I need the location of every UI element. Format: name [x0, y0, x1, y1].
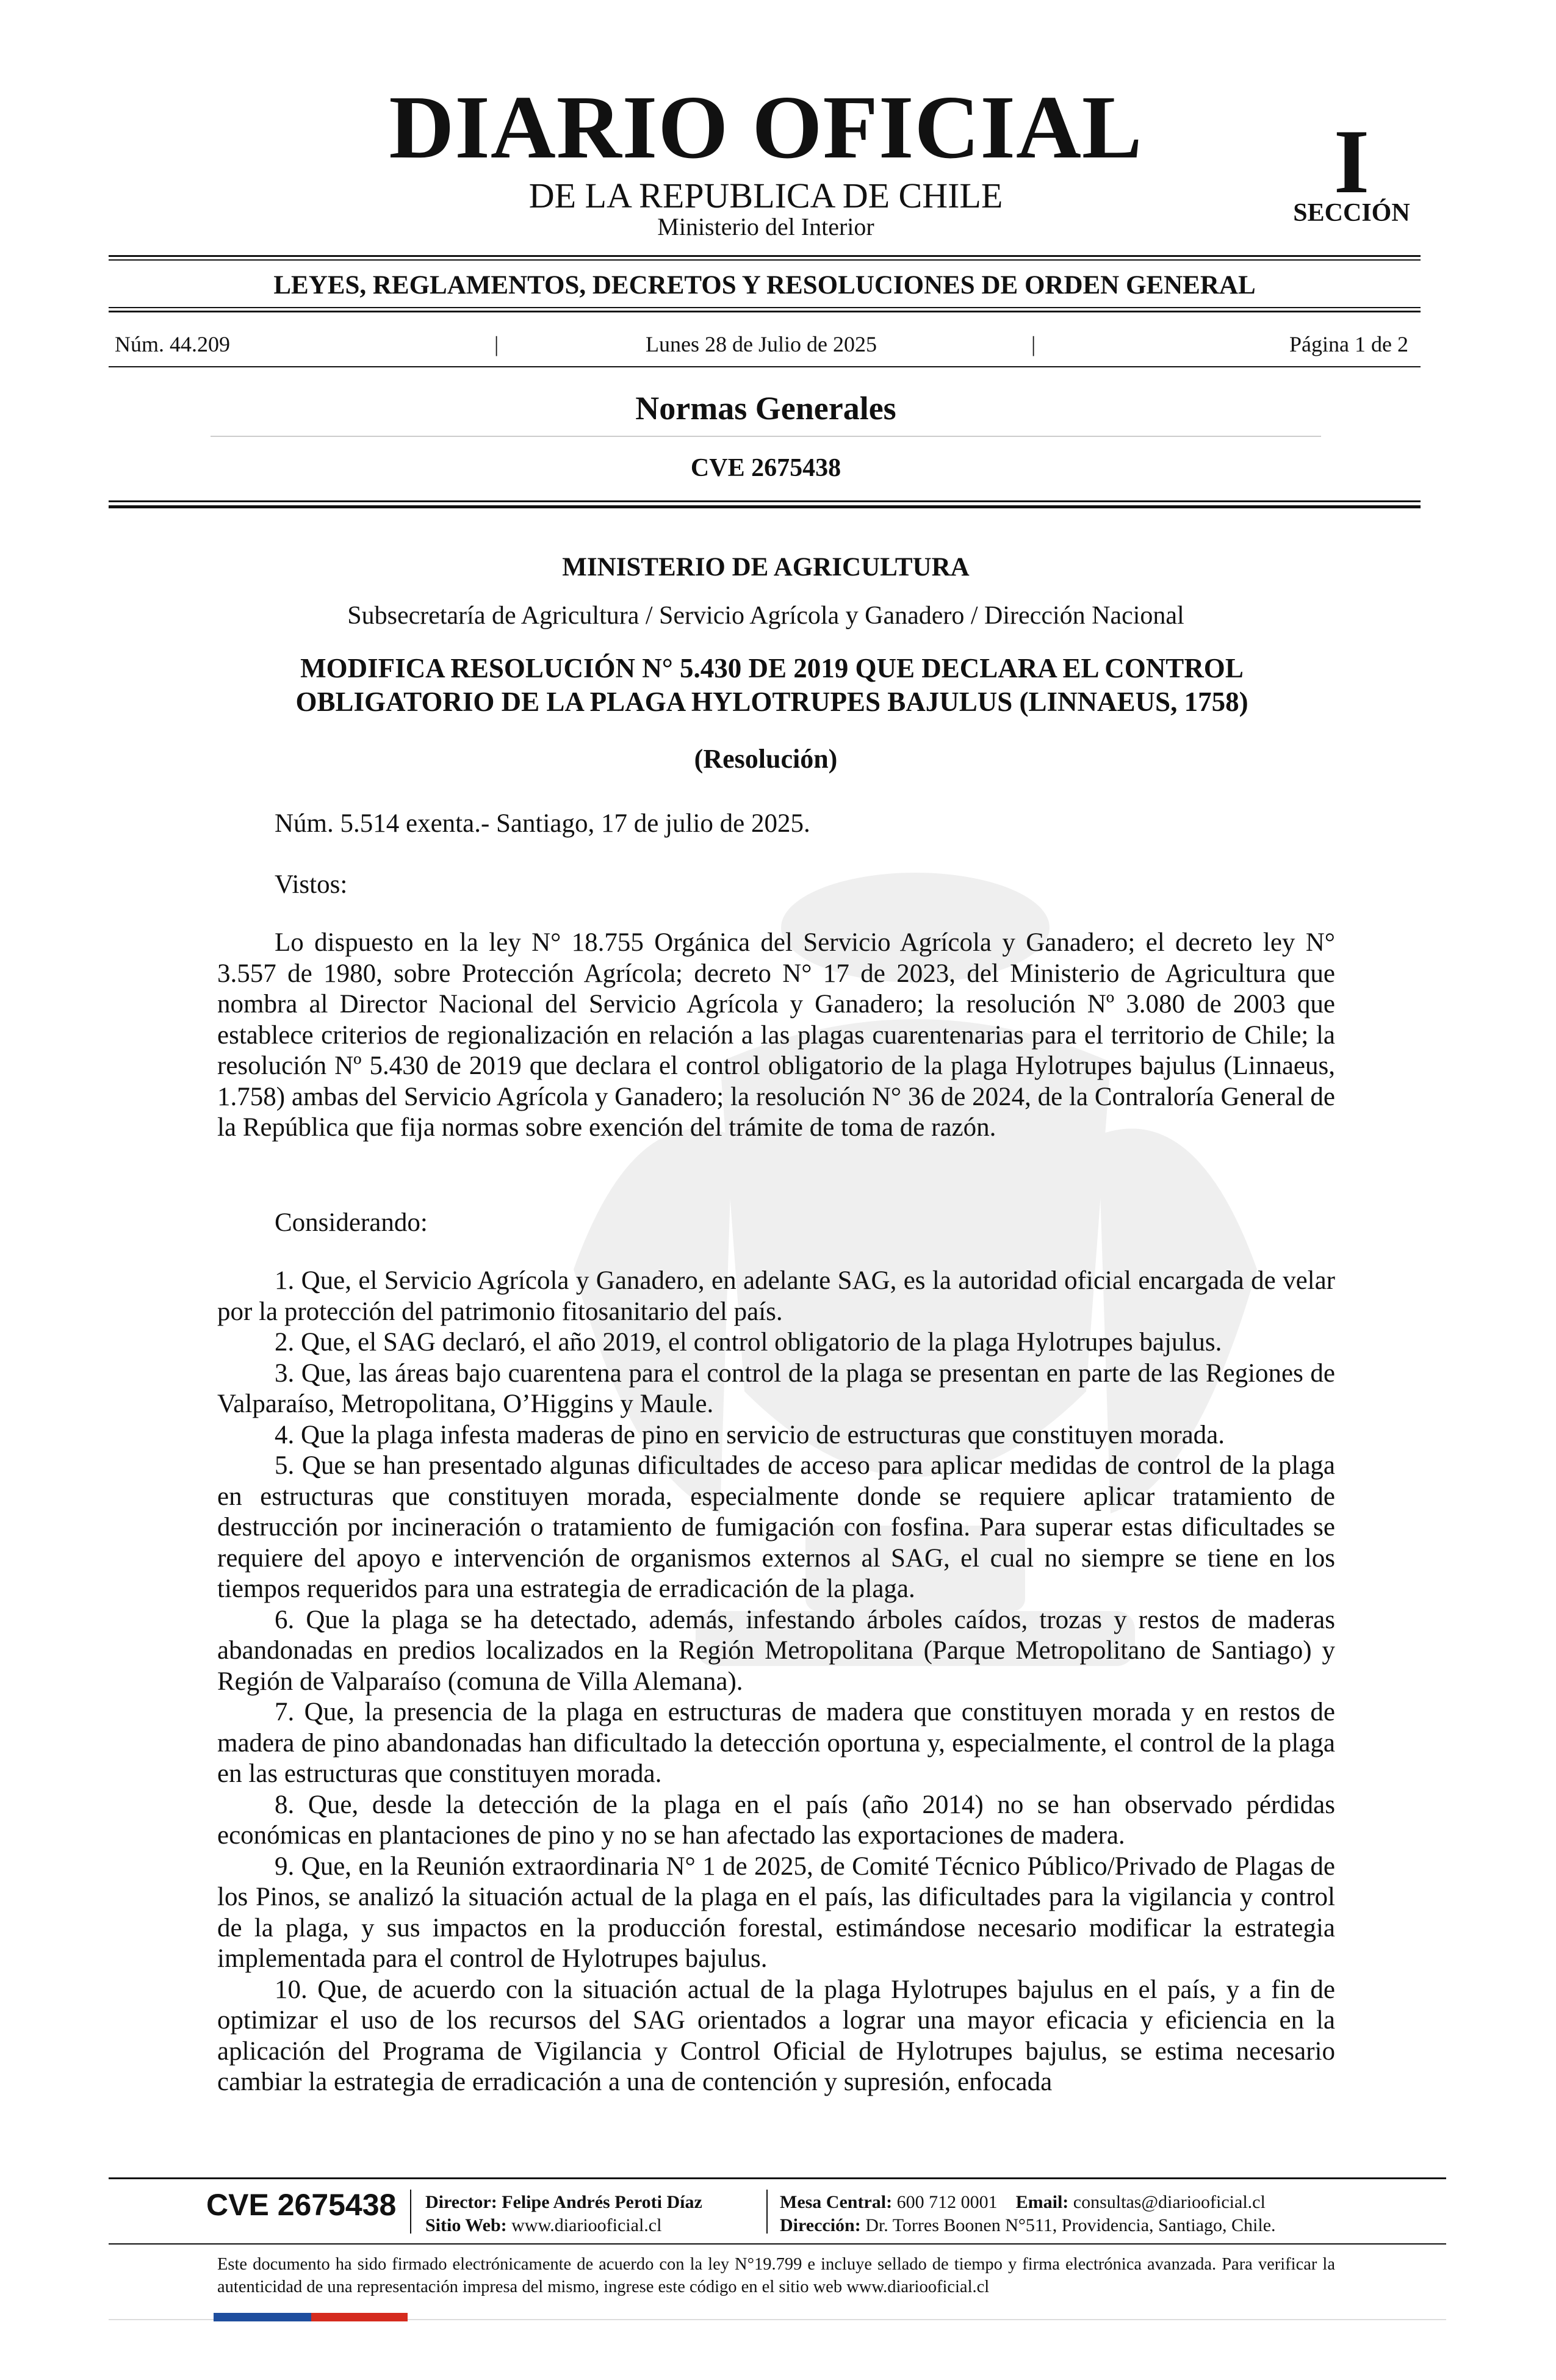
- considerando-item: 6. Que la plaga se ha detectado, además, infestando árboles caídos, trozas y restos de maderas abandonadas en predios localizados en la Región Metropolitana (Parque Metropolitano de Santiago) y Región de Valparaíso (comuna de Villa Alemana).: [217, 1605, 1335, 1696]
- header-end-rule: [109, 500, 1421, 502]
- page-number: Página 1 de 2: [1289, 332, 1408, 356]
- footer-director: [425, 2193, 702, 2212]
- considerando-item: 2. Que, el SAG declaró, el año 2019, el control obligatorio de la plaga Hylotrupes bajulus.: [275, 1328, 1222, 1357]
- resolution-number-line: Núm. 5.514 exenta.- Santiago, 17 de julio de 2025.: [275, 809, 810, 838]
- footer-contact: [780, 2193, 1266, 2212]
- meta-separator: |: [1031, 332, 1036, 356]
- footer-email-link[interactable]: consultas@diariooficial.cl: [1073, 2192, 1266, 2212]
- vistos-paragraph: Lo dispuesto en la ley N° 18.755 Orgánica del Servicio Agrícola y Ganadero; el decreto ley N° 3.557 de 1980, sobre Protección Agrícola; decreto N° 17 de 2023, del Ministerio de Agricultura que nombra al Director Nacional del Servicio Agrícola y Ganadero; la resolución Nº 3.080 de 2003 que establece criterios de regionalización en relación a las plagas cuarentenarias para el territorio de Chile; la resolución Nº 5.430 de 2019 que declara el control obligatorio de la plaga Hylotrupes bajulus (Linnaeus, 1.758) ambas del Servicio Agrícola y Ganadero; la resolución N° 36 de 2024, de la Contraloría General de la República que fija normas sobre exención del trámite de toma de razón.: [217, 928, 1335, 1142]
- issue-date: Lunes 28 de Julio de 2025: [646, 332, 877, 356]
- considerando-label: Considerando:: [275, 1208, 428, 1237]
- section-heading: Normas Generales: [635, 390, 896, 427]
- considerando-item: 3. Que, las áreas bajo cuarentena para el control de la plaga se presentan en parte de las Regiones de Valparaíso, Metropolitana, O’Higgins y Maule.: [217, 1358, 1335, 1418]
- footer-cve-code: CVE 2675438: [206, 2188, 397, 2222]
- document-title-line: MODIFICA RESOLUCIÓN N° 5.430 DE 2019 QUE DECLARA EL CONTROL: [300, 653, 1244, 683]
- footer-website-link[interactable]: www.diariooficial.cl: [511, 2215, 662, 2235]
- vistos-label: Vistos:: [275, 870, 348, 899]
- cve-code: CVE 2675438: [690, 454, 841, 482]
- masthead-title: DIARIO OFICIAL: [389, 78, 1143, 178]
- document-title-line: OBLIGATORIO DE LA PLAGA HYLOTRUPES BAJULUS (LINNAEUS, 1758): [295, 687, 1248, 717]
- footer-phone: 600 712 0001: [896, 2192, 998, 2212]
- masthead-ministry: Ministerio del Interior: [657, 213, 874, 240]
- footer-address-text: Dr. Torres Boonen N°511, Providencia, Santiago, Chile.: [865, 2215, 1276, 2235]
- considerando-item: 9. Que, en la Reunión extraordinaria N° 1 de 2025, de Comité Técnico Público/Privado de Plagas de los Pinos, se analizó la situación actual de la plaga en el país, las dificultades para la vigilancia y control de la plaga, y sus impactos en la producción forestal, estimándose necesario modificar la estrategia implementada para el control de Hylotrupes bajulus.: [217, 1852, 1335, 1973]
- considerando-item: 4. Que la plaga infesta maderas de pino en servicio de estructuras que constituyen morada.: [275, 1420, 1225, 1449]
- footer-address-label: Dirección:: [780, 2215, 861, 2235]
- document-subsecretaria: Subsecretaría de Agricultura / Servicio Agrícola y Ganadero / Dirección Nacional: [347, 602, 1184, 630]
- footer-phone-label: Mesa Central:: [780, 2192, 893, 2212]
- footer-divider: [766, 2190, 768, 2234]
- footer-rule: [109, 2243, 1446, 2245]
- considerando-item: 1. Que, el Servicio Agrícola y Ganadero, en adelante SAG, es la autoridad oficial encargada de velar por la protección del patrimonio fitosanitario del país.: [217, 1266, 1335, 1326]
- footer-email-label: Email:: [1015, 2192, 1069, 2212]
- considerando-item: 10. Que, de acuerdo con la situación actual de la plaga Hylotrupes bajulus en el país, y a fin de optimizar el uso de los recursos del SAG orientados a lograr una mayor eficacia y eficiencia en la aplicación del Programa de Vigilancia y Control Oficial de Hylotrupes bajulus, se estima necesario cambiar la estrategia de erradicación a una de contención y supresión, enfocada: [217, 1975, 1335, 2096]
- masthead-rule: [109, 259, 1421, 261]
- footer-divider: [410, 2190, 411, 2234]
- footer-website-label: Sitio Web:: [425, 2215, 507, 2235]
- document-title: [183, 652, 1361, 719]
- considerando-list: [217, 1266, 1335, 2098]
- considerando-item: 5. Que se han presentado algunas dificultades de acceso para aplicar medidas de control de la plaga en estructuras que constituyen morada, especialmente donde se requiere aplicar tratamiento de destrucción por incineración o tratamiento de fumigación con fosfina. Para superar estas dificultades se requiere del apoyo e intervención de organismos externos al SAG, el cual no siempre se tiene en los tiempos requeridos para una estrategia de erradicación de la plaga.: [217, 1451, 1335, 1603]
- category-rule: [109, 307, 1421, 308]
- category-banner: LEYES, REGLAMENTOS, DECRETOS Y RESOLUCIONES DE ORDEN GENERAL: [273, 271, 1256, 300]
- category-rule: [109, 311, 1421, 312]
- footer-director-label: Director:: [425, 2192, 497, 2212]
- document-type: (Resolución): [694, 744, 838, 774]
- document-ministry: MINISTERIO DE AGRICULTURA: [562, 553, 970, 582]
- masthead-rule: [109, 255, 1421, 257]
- footer-website: [425, 2216, 661, 2235]
- meta-separator: |: [494, 332, 499, 356]
- considerando-item: 7. Que, la presencia de la plaga en estructuras de madera que constituyen morada y en restos de madera de pino abandonadas han dificultado la detección oportuna y, especialmente, el control de la plaga en las estructuras que constituyen morada.: [217, 1698, 1335, 1788]
- section-number: I: [1333, 111, 1370, 212]
- footer-address: [780, 2216, 1276, 2235]
- header-end-rule: [109, 505, 1421, 508]
- flag-stripe-red: [311, 2313, 408, 2321]
- section-label: SECCIÓN: [1293, 199, 1410, 227]
- masthead-subtitle: DE LA REPUBLICA DE CHILE: [528, 176, 1003, 215]
- footer-director-name: Felipe Andrés Peroti Díaz: [502, 2192, 702, 2212]
- flag-stripe-blue: [214, 2313, 311, 2321]
- footer-rule: [109, 2177, 1446, 2179]
- issue-number: Núm. 44.209: [115, 332, 230, 356]
- meta-rule: [109, 366, 1421, 367]
- footer-legal-notice: Este documento ha sido firmado electrónicamente de acuerdo con la ley N°19.799 e incluye sellado de tiempo y firma electrónica avanzada. Para verificar la autenticidad de una representación impresa del mismo, ingrese este código en el sitio web www.diariooficial.cl: [217, 2255, 1335, 2296]
- considerando-item: 8. Que, desde la detección de la plaga en el país (año 2014) no se han observado pérdidas económicas en plantaciones de pino y no se han afectado las exportaciones de madera.: [217, 1790, 1335, 1850]
- heading-rule: [211, 436, 1321, 437]
